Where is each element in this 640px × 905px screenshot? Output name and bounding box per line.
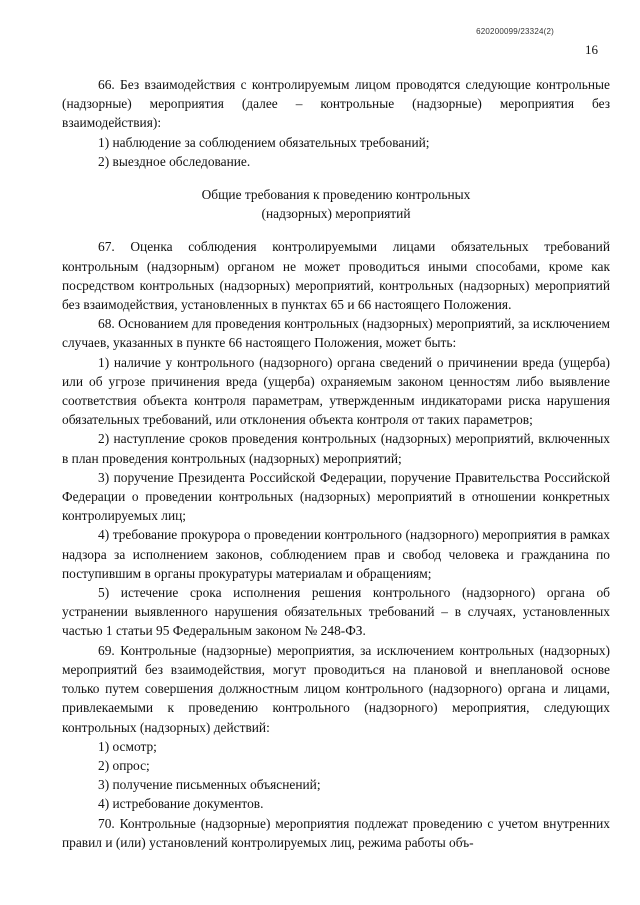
paragraph-69-item-2: 2) опрос;	[98, 757, 150, 773]
paragraph-69-item-1: 1) осмотр;	[98, 738, 157, 754]
paragraph-69-item-4: 4) истребование документов.	[98, 796, 264, 812]
paragraph-66: 66. Без взаимодействия с контролируемым лицом проводятся следующие контрольные (надзорные) мероприятия (далее – контрольные (надзорные) мероприятия без взаимодействия):	[62, 77, 610, 131]
paragraph-66-item-1: 1) наблюдение за соблюдением обязательных требований;	[98, 134, 430, 150]
section-heading-line-1: Общие требования к проведению контрольных	[201, 187, 471, 203]
document-body	[62, 75, 610, 852]
paragraph-68: 68. Основанием для проведения контрольных (надзорных) мероприятий, за исключением случаев, указанных в пункте 66 настоящего Положения, может быть:	[62, 316, 610, 351]
paragraph-67: 67. Оценка соблюдения контролируемыми лицами обязательных требований контрольным (надзорным) органом не может проводиться иными способами, кроме как посредством контрольных (надзорных) мероприятий, контрольных (надзорных) мероприятий без взаимодействия, установленных в пунктах 65 и 66 настоящего Положения.	[62, 239, 610, 313]
section-heading-line-2: (надзорных) мероприятий	[261, 206, 411, 222]
paragraph-68-item-4: 4) требование прокурора о проведении контрольного (надзорного) мероприятия в рамках надзора за исполнением законов, соблюдением прав и свобод человека и гражданина по поступившим в органы прокуратуры материалам и обращениям;	[62, 527, 610, 581]
paragraph-68-item-5: 5) истечение срока исполнения решения контрольного (надзорного) органа об устранении выявленного нарушения обязательных требований – в случаях, установленных частью 1 статьи 95 Федеральным законом № 248-ФЗ.	[62, 585, 610, 639]
paragraph-68-item-3: 3) поручение Президента Российской Федерации, поручение Правительства Российской Федерации о проведении контрольных (надзорных) мероприятий в отношении конкретных контролируемых лиц;	[62, 469, 610, 524]
section-heading	[62, 185, 610, 223]
paragraph-70: 70. Контрольные (надзорные) мероприятия подлежат проведению с учетом внутренних правил и (или) установлений контролируемых лиц, режима работы объ-	[62, 815, 610, 850]
paragraph-68-item-2: 2) наступление сроков проведения контрольных (надзорных) мероприятий, включенных в план проведения контрольных (надзорных) мероприятий;	[62, 431, 610, 466]
paragraph-69-item-3: 3) получение письменных объяснений;	[98, 777, 321, 793]
paragraph-68-item-1: 1) наличие у контрольного (надзорного) органа сведений о причинении вреда (ущерба) или об угрозе причинения вреда (ущерба) охраняемым законом ценностям либо выявление соответствия объекта контроля параметрам, утвержденным индикаторами риска нарушения обязательных требований, или отклонения объекта контроля от таких параметров;	[62, 354, 610, 428]
page-number: 16	[585, 42, 598, 57]
paragraph-69: 69. Контрольные (надзорные) мероприятия, за исключением контрольных (надзорных) мероприятий без взаимодействия, могут проводиться на плановой и внеплановой основе только путем совершения должностным лицом контрольного (надзорного) органа и лицами, привлекаемыми к проведению контрольного (надзорного) мероприятия, следующих контрольных (надзорных) действий:	[62, 642, 610, 735]
paragraph-66-item-2: 2) выездное обследование.	[98, 153, 251, 169]
document-code: 620200099/23324(2)	[476, 27, 554, 36]
